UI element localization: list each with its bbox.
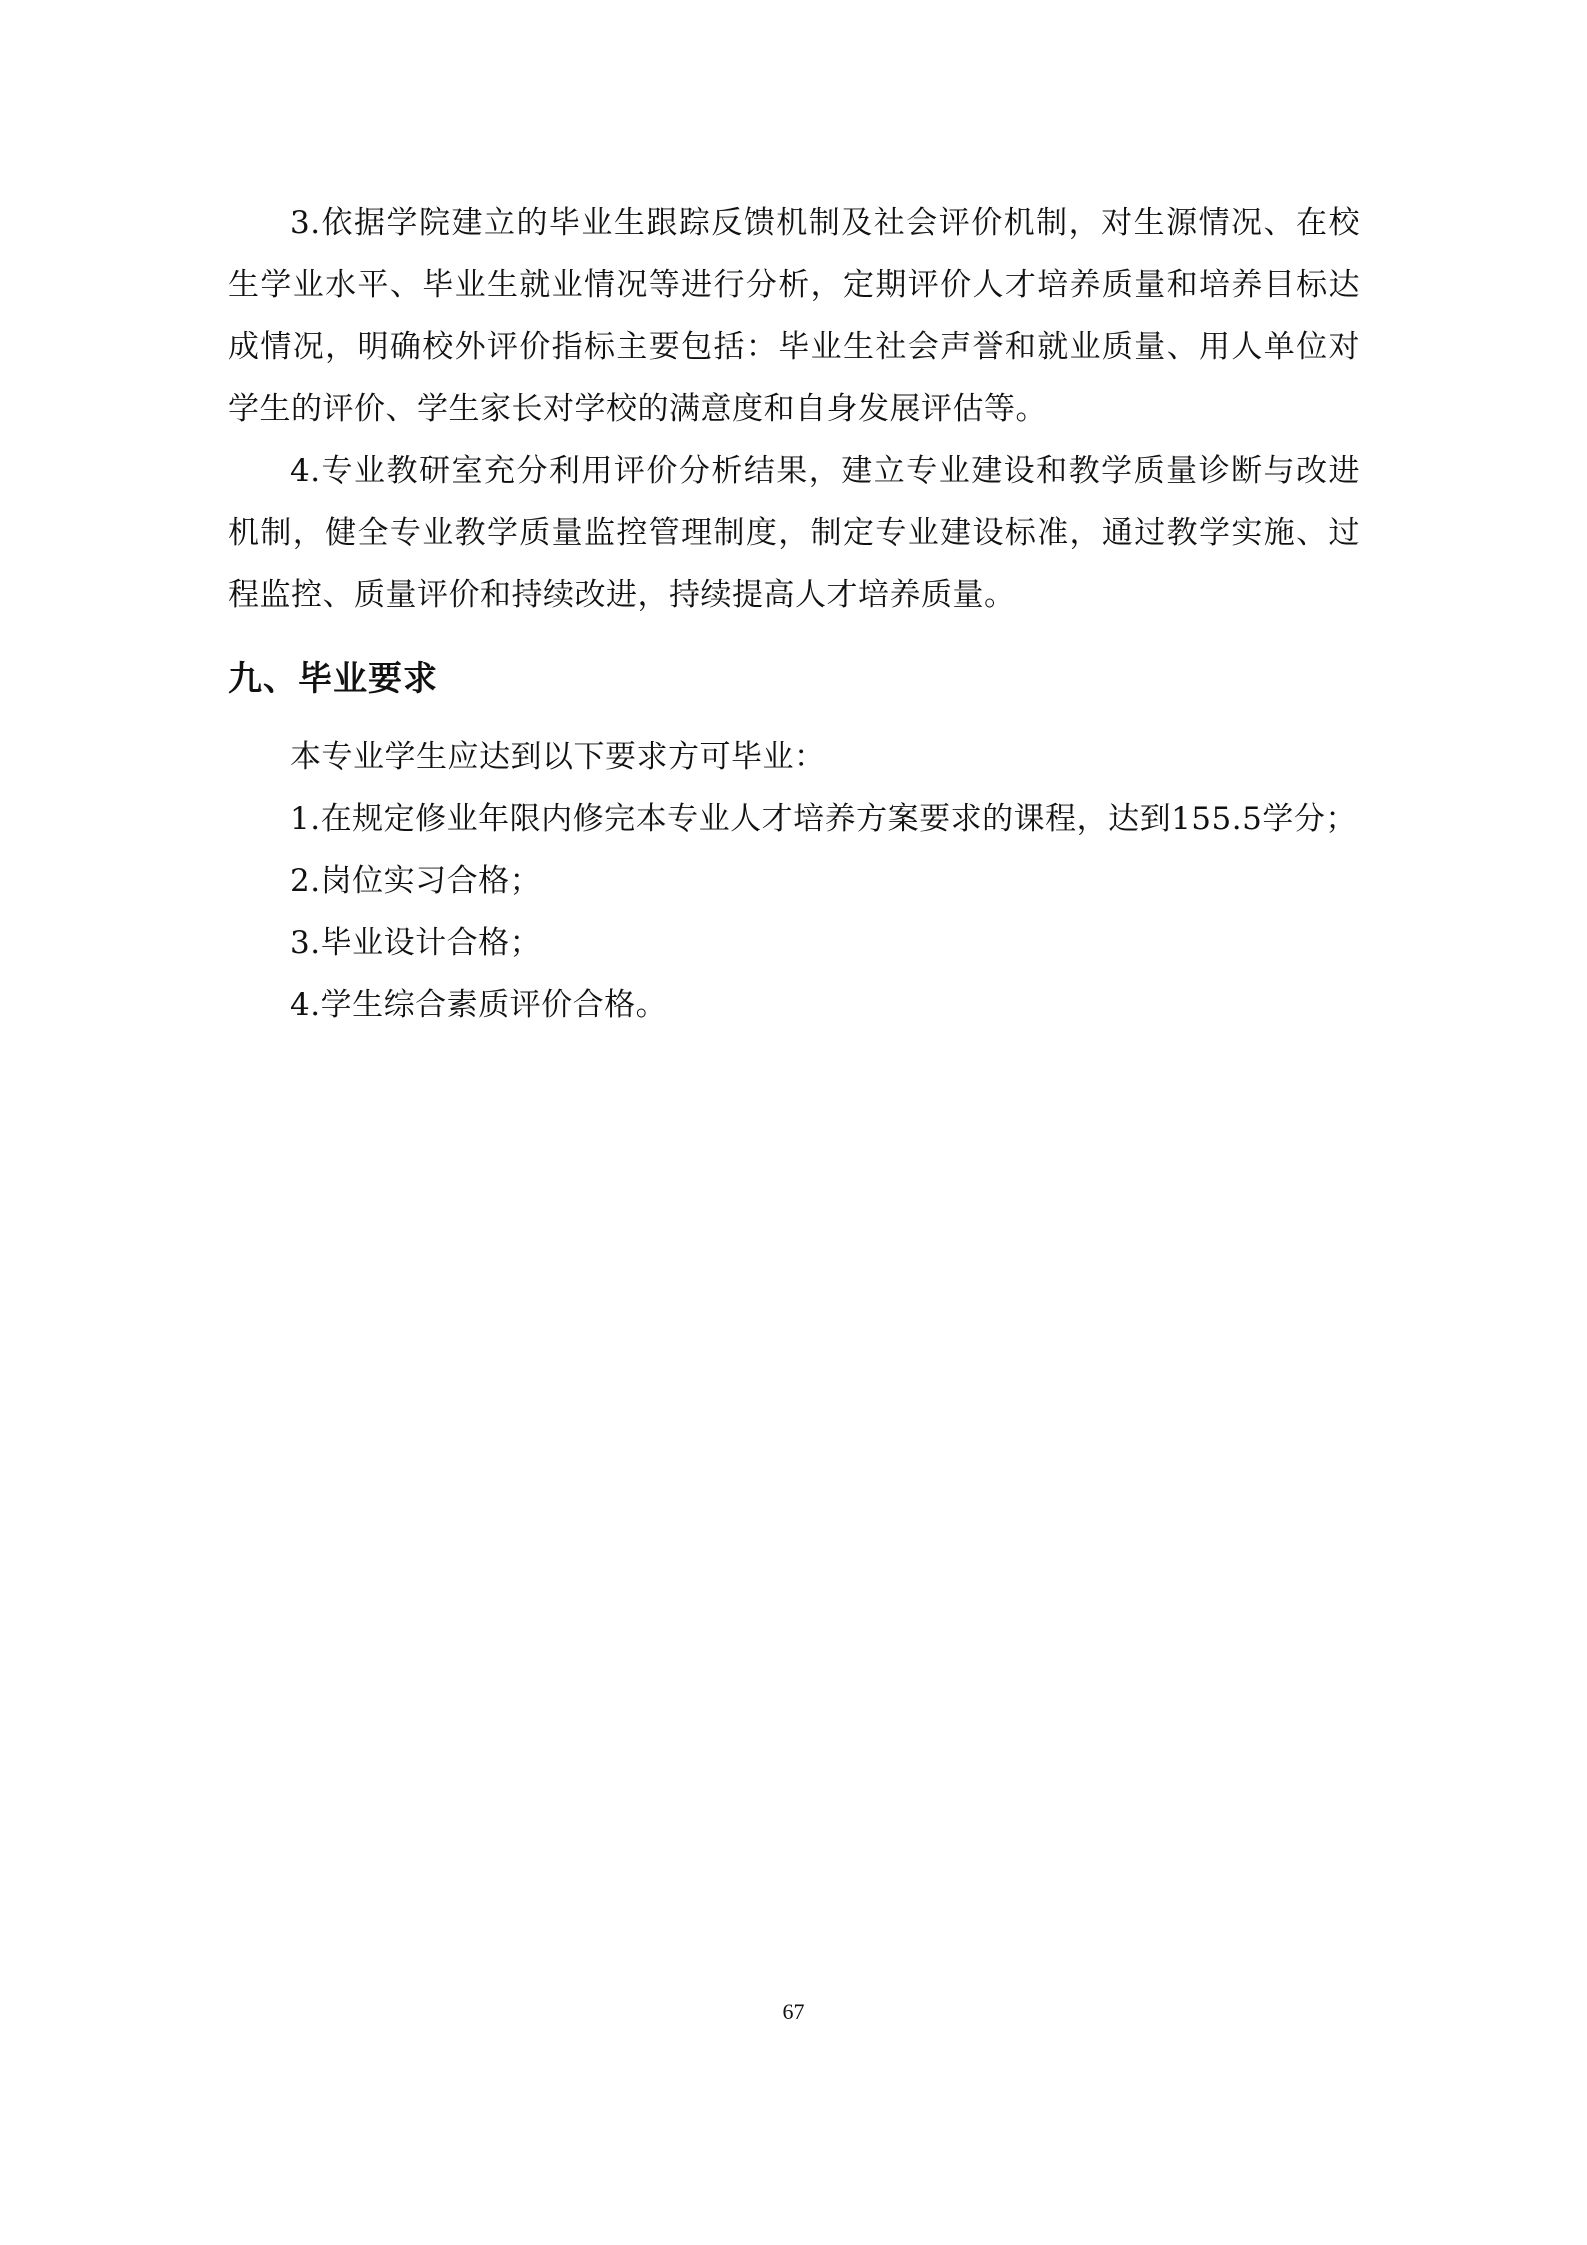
page-content — [228, 192, 1360, 1036]
paragraph-evaluation-mechanism: 3.依据学院建立的毕业生跟踪反馈机制及社会评价机制，对生源情况、在校生学业水平、毕业生就业情况等进行分析，定期评价人才培养质量和培养目标达成情况，明确校外评价指标主要包括：毕业生社会声誉和就业质量、用人单位对学生的评价、学生家长对学校的满意度和自身发展评估等。 — [228, 205, 1360, 427]
paragraph-quality-improvement: 4.专业教研室充分利用评价分析结果，建立专业建设和教学质量诊断与改进机制，健全专业教学质量监控管理制度，制定专业建设标准，通过教学实施、过程监控、质量评价和持续改进，持续提高人才培养质量。 — [228, 453, 1360, 613]
page-number: 67 — [782, 1999, 805, 2024]
requirement-item-comprehensive-quality: 4.学生综合素质评价合格。 — [290, 987, 668, 1023]
requirements-intro: 本专业学生应达到以下要求方可毕业： — [290, 739, 826, 775]
requirement-item-credits: 1.在规定修业年限内修完本专业人才培养方案要求的课程，达到155.5学分； — [290, 801, 1357, 837]
requirement-item-graduation-design: 3.毕业设计合格； — [290, 925, 542, 961]
section-heading-graduation-requirements: 九、毕业要求 — [228, 659, 438, 699]
requirement-item-internship: 2.岗位实习合格； — [290, 863, 542, 899]
